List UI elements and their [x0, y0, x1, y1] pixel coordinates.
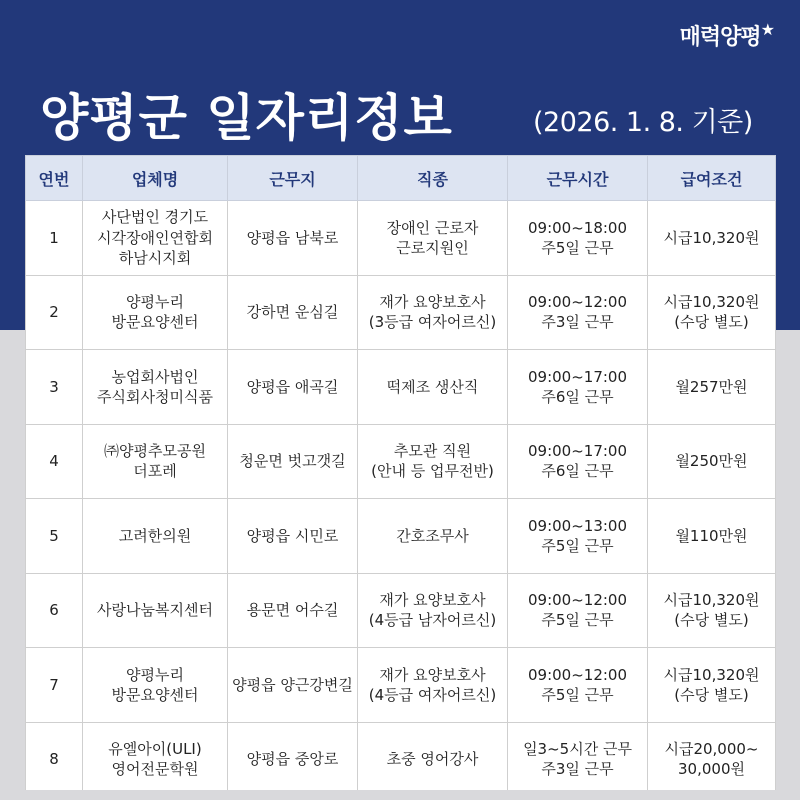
cell-hours-line: 09:00~17:00: [527, 442, 628, 460]
cell-hours: [508, 573, 648, 648]
header-job: 직종: [358, 156, 508, 201]
cell-company-line: 방문요양센터: [111, 685, 199, 704]
cell-job-line: 추모관 직원: [393, 442, 472, 460]
cell-hours: [508, 648, 648, 723]
cell-pay: [648, 499, 776, 574]
cell-pay-line: (수당 별도): [674, 685, 749, 704]
cell-hours-line: 09:00~13:00: [527, 516, 628, 535]
cell-company-line: 양평누리: [126, 665, 184, 684]
cell-job-line: 재가 요양보호사: [379, 591, 486, 609]
cell-hours-line: 09:00~18:00: [527, 218, 628, 237]
cell-pay-line: 시급10,320원: [663, 293, 760, 311]
cell-pay-line: 월257만원: [675, 377, 748, 396]
cell-hours-line: 주3일 근무: [541, 313, 614, 332]
jobs-table-container: [25, 155, 775, 800]
cell-company-line: 사랑나눔복지센터: [97, 601, 213, 620]
cell-job-line: (4등급 여자어르신): [368, 685, 497, 704]
cell-place-line: 양평읍 시민로: [246, 526, 339, 545]
cell-job: [358, 499, 508, 574]
cell-pay: [648, 275, 776, 350]
brand-text: 매력양평: [679, 25, 761, 50]
cell-place: [228, 424, 358, 499]
brand-logo: [680, 20, 774, 51]
cell-company: [83, 275, 228, 350]
cell-company: [83, 573, 228, 648]
cell-pay-line: 시급10,320원: [663, 665, 760, 684]
cell-company: [83, 499, 228, 574]
cell-company: [83, 424, 228, 499]
cell-company-line: ㈜양평추모공원: [104, 442, 206, 460]
cell-hours-line: 주6일 근무: [541, 387, 614, 406]
cell-pay: [648, 350, 776, 425]
cell-job-line: 장애인 근로자: [386, 218, 479, 237]
cell-pay: [648, 573, 776, 648]
cell-place-line: 강하면 운심길: [246, 303, 339, 322]
cell-place: [228, 201, 358, 276]
cell-pay-line: 월250만원: [675, 452, 748, 471]
cell-hours: [508, 722, 648, 797]
cell-no: 5: [26, 499, 83, 574]
cell-place-line: 청운면 벗고갯길: [239, 452, 346, 471]
cell-job-line: 재가 요양보호사: [379, 665, 486, 684]
cell-hours-line: 주5일 근무: [541, 238, 614, 257]
cell-job: [358, 350, 508, 425]
cell-pay: [648, 648, 776, 723]
cell-pay-line: (수당 별도): [674, 313, 749, 332]
cell-hours: [508, 424, 648, 499]
cell-company-line: 유엘아이(ULI): [108, 740, 202, 758]
cell-no: 8: [26, 722, 83, 797]
table-row: [26, 275, 776, 350]
cell-job: [358, 424, 508, 499]
cell-no: 4: [26, 424, 83, 499]
cell-pay-line: 시급10,320원: [663, 228, 760, 247]
cell-hours: [508, 201, 648, 276]
cell-place-line: 용문면 어수길: [246, 601, 339, 620]
cell-job: [358, 275, 508, 350]
cell-job: [358, 573, 508, 648]
cell-company: [83, 350, 228, 425]
cell-pay-line: 월110만원: [675, 526, 748, 545]
cell-company-line: 고려한의원: [118, 526, 192, 545]
table-row: [26, 424, 776, 499]
cell-job-line: (3등급 여자어르신): [368, 313, 497, 332]
header-hours: 근무시간: [508, 156, 648, 201]
cell-company: [83, 648, 228, 723]
cell-job-line: 재가 요양보호사: [379, 293, 486, 311]
page-subtitle: (2026. 1. 8. 기준): [533, 107, 753, 138]
cell-hours-line: 09:00~12:00: [527, 665, 628, 684]
cell-place-line: 양평읍 남북로: [246, 228, 339, 247]
cell-company-line: 영어전문학원: [111, 760, 199, 779]
cell-company-line: 농업회사법인: [111, 367, 199, 386]
table-row: [26, 350, 776, 425]
table-row: [26, 722, 776, 797]
cell-job-line: 근로지원인: [396, 238, 469, 257]
cell-pay-line: 시급10,320원: [663, 591, 760, 609]
page-title: 양평군 일자리정보: [40, 89, 453, 147]
cell-job-line: 떡제조 생산직: [386, 377, 479, 396]
cell-hours-line: 09:00~17:00: [527, 367, 628, 386]
cell-hours-line: 09:00~12:00: [527, 293, 628, 311]
cell-hours-line: 일3~5시간 근무: [523, 740, 632, 758]
cell-company-line: 사단법인 경기도: [101, 208, 209, 227]
header-place: 근무지: [228, 156, 358, 201]
cell-hours: [508, 499, 648, 574]
header-pay: 급여조건: [648, 156, 776, 201]
cell-place: [228, 275, 358, 350]
cell-company: [83, 201, 228, 276]
bottom-strip: [0, 790, 800, 800]
cell-job: [358, 201, 508, 276]
table-row: [26, 499, 776, 574]
cell-pay: [648, 201, 776, 276]
cell-place: [228, 722, 358, 797]
cell-no: 2: [26, 275, 83, 350]
cell-place-line: 양평읍 애곡길: [246, 377, 339, 396]
cell-job-line: (안내 등 업무전반): [371, 462, 494, 481]
cell-job-line: (4등급 남자어르신): [368, 611, 497, 630]
cell-hours-line: 주5일 근무: [541, 685, 614, 704]
cell-hours: [508, 275, 648, 350]
jobs-table: [25, 155, 776, 797]
cell-hours: [508, 350, 648, 425]
cell-place: [228, 350, 358, 425]
cell-place-line: 양평읍 중앙로: [246, 750, 339, 769]
cell-company-line: 방문요양센터: [111, 313, 199, 332]
cell-job: [358, 648, 508, 723]
table-row: [26, 573, 776, 648]
cell-job: [358, 722, 508, 797]
cell-company: [83, 722, 228, 797]
cell-pay: [648, 722, 776, 797]
cell-place: [228, 573, 358, 648]
cell-no: 3: [26, 350, 83, 425]
cell-pay-line: 시급20,000~: [664, 740, 759, 758]
cell-pay-line: 30,000원: [678, 760, 745, 779]
cell-hours-line: 주5일 근무: [541, 536, 614, 555]
cell-hours-line: 09:00~12:00: [527, 591, 628, 609]
cell-pay-line: (수당 별도): [674, 611, 749, 630]
cell-pay: [648, 424, 776, 499]
cell-hours-line: 주3일 근무: [541, 760, 614, 779]
header-no: 연번: [26, 156, 83, 201]
table-row: [26, 648, 776, 723]
cell-company-line: 더포레: [133, 462, 177, 481]
table-header-row: [26, 156, 776, 201]
cell-place-line: 양평읍 양근강변길: [232, 675, 353, 694]
header-company: 업체명: [83, 156, 228, 201]
cell-job-line: 초중 영어강사: [386, 750, 479, 769]
star-icon: ★: [760, 20, 774, 39]
cell-company-line: 시각장애인연합회: [97, 228, 213, 247]
cell-job-line: 간호조무사: [396, 526, 469, 545]
cell-hours-line: 주6일 근무: [541, 462, 614, 481]
cell-company-line: 양평누리: [126, 293, 184, 311]
cell-no: 6: [26, 573, 83, 648]
cell-place: [228, 499, 358, 574]
table-row: [26, 201, 776, 276]
cell-place: [228, 648, 358, 723]
cell-company-line: 하남시지회: [118, 248, 192, 267]
cell-no: 7: [26, 648, 83, 723]
cell-no: 1: [26, 201, 83, 276]
cell-hours-line: 주5일 근무: [541, 611, 614, 630]
cell-company-line: 주식회사청미식품: [97, 387, 213, 406]
